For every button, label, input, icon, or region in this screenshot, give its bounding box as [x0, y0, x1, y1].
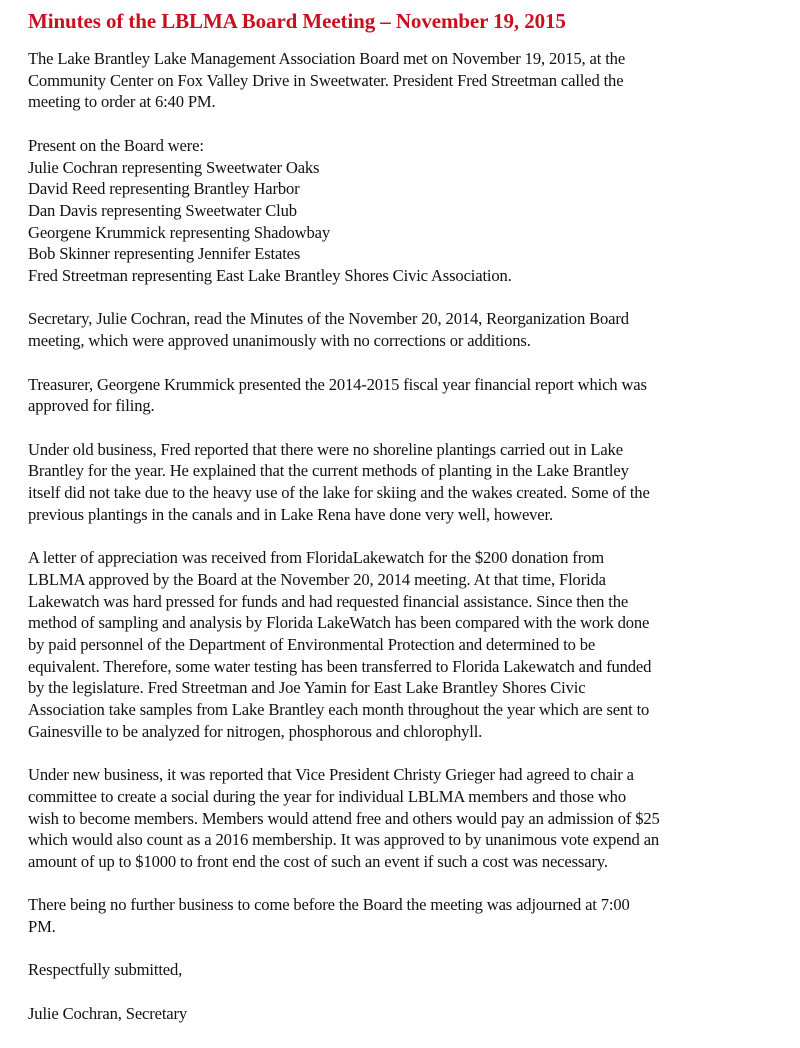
text-line: Secretary, Julie Cochran, read the Minutes of the November 20, 2014, Reorganization Board — [28, 309, 629, 329]
lakewatch-letter-paragraph — [28, 547, 772, 742]
attendee: David Reed representing Brantley Harbor — [28, 179, 300, 199]
attendee: Georgene Krummick representing Shadowbay — [28, 222, 330, 242]
text-line: Under new business, it was reported that Vice President Christy Grieger had agreed to chair a — [28, 765, 634, 785]
text-line: which would also count as a 2016 membership. It was approved to by unanimous vote expend an — [28, 830, 660, 850]
text-line: The Lake Brantley Lake Management Association Board met on November 19, 2015, at the — [28, 49, 626, 68]
text-line: meeting to order at 6:40 PM. — [28, 92, 216, 112]
text-line: A letter of appreciation was received from FloridaLakewatch for the $200 donation from — [28, 548, 604, 568]
text-line: Lakewatch was hard pressed for funds and had requested financial assistance. Since then the — [28, 591, 629, 611]
closing-salutation — [28, 959, 772, 981]
text-line: PM. — [28, 917, 56, 937]
text-line: There being no further business to come before the Board the meeting was adjourned at 7:00 — [28, 895, 630, 915]
attendee: Bob Skinner representing Jennifer Estates — [28, 244, 301, 264]
text-line: itself did not take due to the heavy use of the lake for skiing and the wakes created. Some of the — [28, 483, 650, 502]
attendance-list — [28, 135, 772, 287]
text-line: Under old business, Fred reported that there were no shoreline plantings carried out in Lake — [28, 439, 623, 459]
text-line: Brantley for the year. He explained that the current methods of planting in the Lake Brantley — [28, 461, 629, 481]
text-line: by paid personnel of the Department of Environmental Protection and determined to be — [28, 634, 596, 654]
old-business-paragraph — [28, 439, 772, 526]
attendee: Fred Streetman representing East Lake Brantley Shores Civic Association. — [28, 266, 512, 286]
text-line: by the legislature. Fred Streetman and Joe Yamin for East Lake Brantley Shores Civic — [28, 678, 586, 698]
text-line: approved for filing. — [28, 396, 155, 416]
text-line: Respectfully submitted, — [28, 960, 183, 980]
text-line: LBLMA approved by the Board at the November 20, 2014 meeting. At that time, Florida — [28, 569, 606, 589]
text-line: Treasurer, Georgene Krummick presented the 2014-2015 fiscal year financial report which was — [28, 374, 647, 394]
new-business-paragraph — [28, 764, 772, 873]
document-title: Minutes of the LBLMA Board Meeting – November 19, 2015 — [28, 9, 566, 33]
text-line: Gainesville to be analyzed for nitrogen, phosphorous and chlorophyll. — [28, 721, 483, 741]
signature-name: Julie Cochran, Secretary — [28, 1003, 188, 1023]
opening-paragraph — [28, 48, 772, 113]
text-line: equivalent. Therefore, some water testing has been transferred to Florida Lakewatch and funded — [28, 656, 652, 676]
text-line: Association take samples from Lake Brantley each month throughout the year which are sent to — [28, 700, 650, 720]
secretary-report-paragraph — [28, 308, 772, 351]
attendee: Dan Davis representing Sweetwater Club — [28, 200, 297, 220]
attendee: Julie Cochran representing Sweetwater Oaks — [28, 157, 320, 177]
text-line: previous plantings in the canals and in Lake Rena have done very well, however. — [28, 504, 553, 524]
adjournment-paragraph — [28, 894, 772, 937]
treasurer-report-paragraph — [28, 374, 772, 417]
signature — [28, 1003, 772, 1025]
text-line: method of sampling and analysis by Florida LakeWatch has been compared with the work done — [28, 613, 650, 633]
text-line: committee to create a social during the year for individual LBLMA members and those who — [28, 786, 626, 806]
text-line: wish to become members. Members would attend free and others would pay an admission of $25 — [28, 808, 660, 828]
text-line: Community Center on Fox Valley Drive in Sweetwater. President Fred Streetman called the — [28, 70, 624, 90]
text-line: amount of up to $1000 to front end the cost of such an event if such a cost was necessary. — [28, 851, 608, 871]
text-line: meeting, which were approved unanimously with no corrections or additions. — [28, 331, 531, 351]
attendance-heading: Present on the Board were: — [28, 135, 204, 155]
